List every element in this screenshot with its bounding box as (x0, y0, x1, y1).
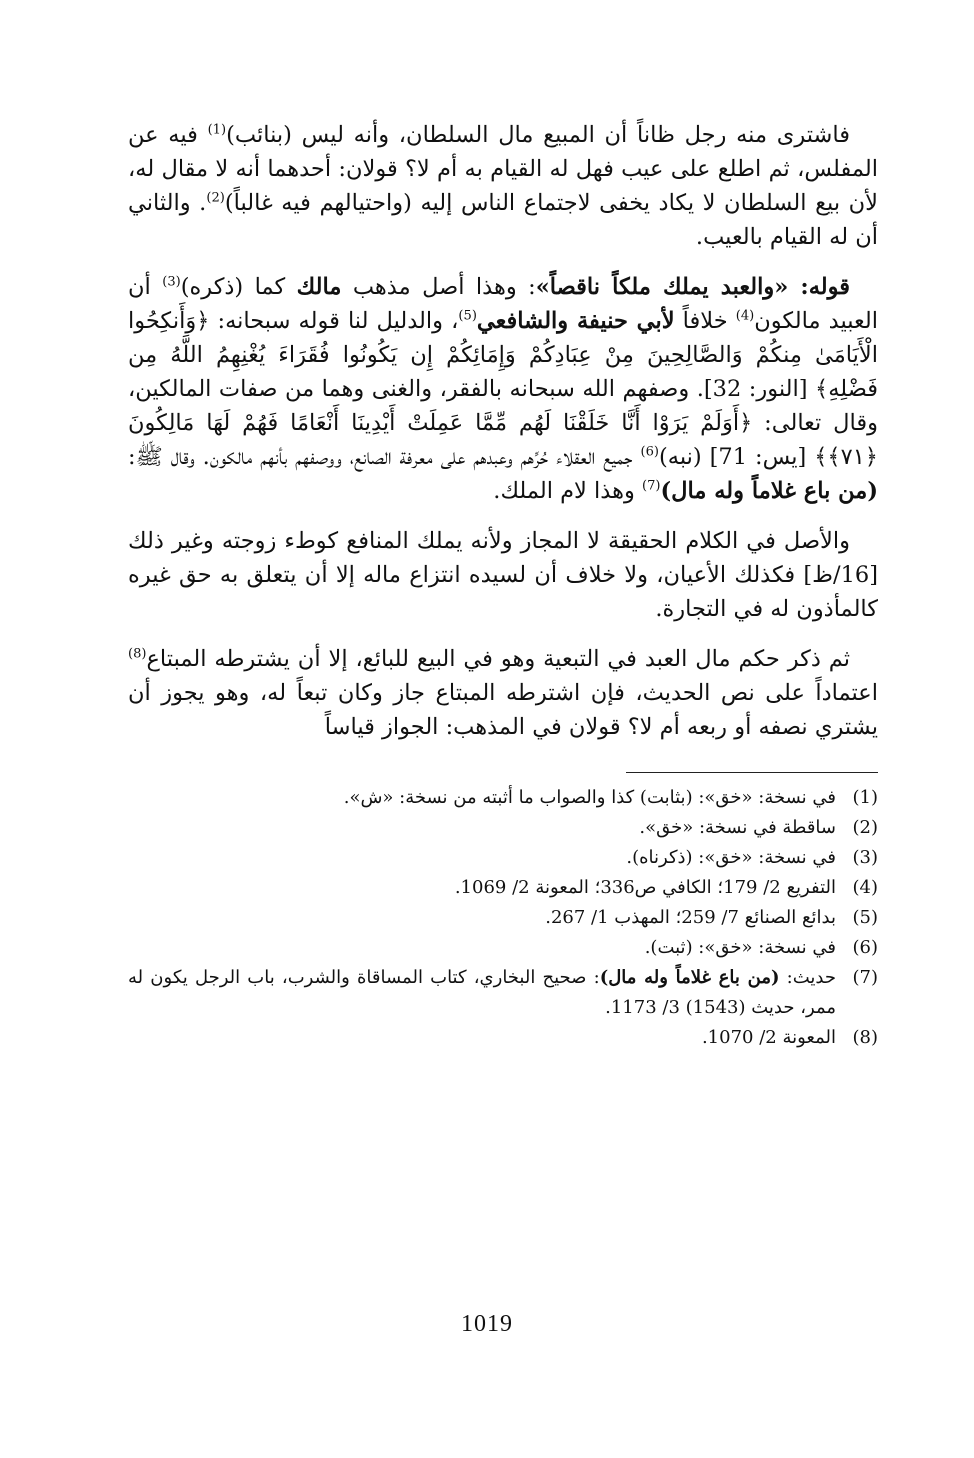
footnote-separator (626, 772, 878, 773)
footnote-ref-1[interactable]: (1) (207, 122, 227, 138)
footnotes (128, 783, 878, 1053)
text-run: : صحيح البخاري، كتاب المساقاة والشرب، باب الرجل يكون له ممر، حديث (1543) 3/ 1173. (128, 967, 836, 1018)
paragraph-2 (128, 270, 878, 508)
text-run: فاشترى منه رجل ظاناً أن المبيع مال السلطان، وأنه ليس (بنائب) (226, 122, 851, 148)
text-run: اعتماداً على نص الحديث، فإن اشترطه المبتاع جاز وكان تبعاً له، وهو يجوز أن يشتري نصفه أو ربعه أم لا؟ قولان في المذهب: الجواز قياساً (128, 680, 878, 740)
text-run: : وهذا أصل مذهب (341, 274, 536, 300)
footnote-number: (6) (852, 937, 878, 958)
footnote-ref-3[interactable]: (3) (162, 274, 181, 290)
footnote-5 (128, 903, 878, 933)
footnote-text: بدائع الصنائع 7/ 259؛ المهذب 1/ 267. (545, 907, 836, 928)
footnote-2 (128, 813, 878, 843)
footnote-number: (7) (852, 967, 878, 988)
footnote-ref-4[interactable]: (4) (735, 308, 755, 324)
text-run: أن العبيد مالكون (128, 274, 879, 334)
paragraph-4 (128, 642, 878, 744)
text-run: فيه عن المفلس، ثم اطلع على عيب فهل له القيام به أم لا؟ قولان: أحدهما أنه لا مقال له، لأن بيع السلطان لا يكاد يخفى لاجتماع الناس إليه (واحتيالهم فيه غالباً) (128, 122, 879, 216)
footnote-text (128, 963, 836, 1023)
footnote-8 (128, 1023, 878, 1053)
text-run-bold: قوله: (788, 274, 851, 300)
text-run: كما (ذكره) (180, 274, 297, 300)
footnote-7 (128, 963, 878, 1023)
footnote-number: (4) (852, 877, 878, 898)
text-run: . والثاني أن له القيام بالعيب. (128, 190, 878, 250)
text-run: خلافاً (674, 308, 736, 334)
footnote-number: (5) (852, 907, 878, 928)
paragraph-1 (128, 118, 878, 254)
text-run: وهذا لام الملك. (493, 478, 642, 504)
footnote-1 (128, 783, 878, 813)
footnote-text: في نسخة: «خق»: (ذكرناه). (626, 847, 836, 868)
quoted-rule: «والعبد يملك ملكاً ناقصاً» (535, 274, 789, 300)
footnote-text: في نسخة: «خق»: (بثابت) كذا والصواب ما أثبته من نسخة: «ش». (343, 787, 836, 808)
text-run: ثم ذكر حكم مال العبد في التبعية وهو في البيع للبائع، إلا أن يشترطه المبتاع (146, 646, 850, 672)
footnote-ref-8[interactable]: (8) (128, 646, 147, 662)
footnote-3 (128, 843, 878, 873)
footnote-number: (3) (852, 847, 878, 868)
footnote-ref-5[interactable]: (5) (458, 308, 477, 324)
hadith-quote: (من باع غلاماً وله مال) (599, 967, 780, 988)
footnote-ref-2[interactable]: (2) (206, 190, 225, 206)
footnote-ref-7[interactable]: (7) (642, 478, 661, 494)
footnote-ref-6[interactable]: (6) (640, 444, 659, 460)
scholar-name: مالك (296, 274, 342, 300)
page-number: 1019 (461, 1311, 513, 1337)
footnote-number: (8) (852, 1027, 878, 1048)
footnote-number: (1) (852, 787, 878, 808)
paragraph-3: والأصل في الكلام الحقيقة لا المجاز ولأنه يملك المنافع كوطء زوجته وغير ذلك [16/ظ] فكذلك الأعيان، ولا خلاف أن لسيده انتزاع ماله إلا أن يتعلق به حق غيره كالمأذون له في التجارة. (128, 528, 878, 622)
text-run: ، والدليل لنا قوله سبحانه: ﴿وَأَنكِحُوا الْأَيَامَىٰ مِنكُمْ وَالصَّالِحِينَ مِنْ عِبَادِكُمْ وَإِمَائِكُمْ إِن يَكُونُوا فُقَرَاءَ يُغْنِهِمُ اللَّهُ مِن فَضْلِهِ﴾ [النور: 32]. وصفهم الله سبحانه بالفقر، والغنى وهما من صفات المالكين، وقال تعالى: ﴿أَوَلَمْ يَرَوْا أَنَّا خَلَقْنَا لَهُم مِّمَّا عَمِلَتْ أَيْدِينَا أَنْعَامًا فَهُمْ لَهَا مَالِكُونَ ﴿٧١﴾﴾ [يس: 71] (نبه) (128, 308, 878, 470)
footnote-text: في نسخة: «خق»: (ثبت). (644, 937, 836, 958)
hadith-quote: (من باع غلاماً وله مال) (660, 478, 878, 504)
footnote-text: التفريع 2/ 179؛ الكافي ص336؛ المعونة 2/ 1069. (454, 877, 836, 898)
footnote-number: (2) (852, 817, 878, 838)
page-content (128, 118, 878, 1053)
footnote-text: المعونة 2/ 1070. (701, 1027, 836, 1048)
scholar-names: لأبي حنيفة والشافعي (476, 308, 675, 334)
footnote-text: ساقطة في نسخة: «خق». (639, 817, 836, 838)
footnote-4 (128, 873, 878, 903)
footnote-6 (128, 933, 878, 963)
text-run: حديث: (779, 967, 836, 988)
text-run: جميع العقلاء حُرِّهم وعبدهم على معرفة الصانع، ووصفهم بأنهم مالكون. وقال ﷺ: (128, 444, 641, 470)
